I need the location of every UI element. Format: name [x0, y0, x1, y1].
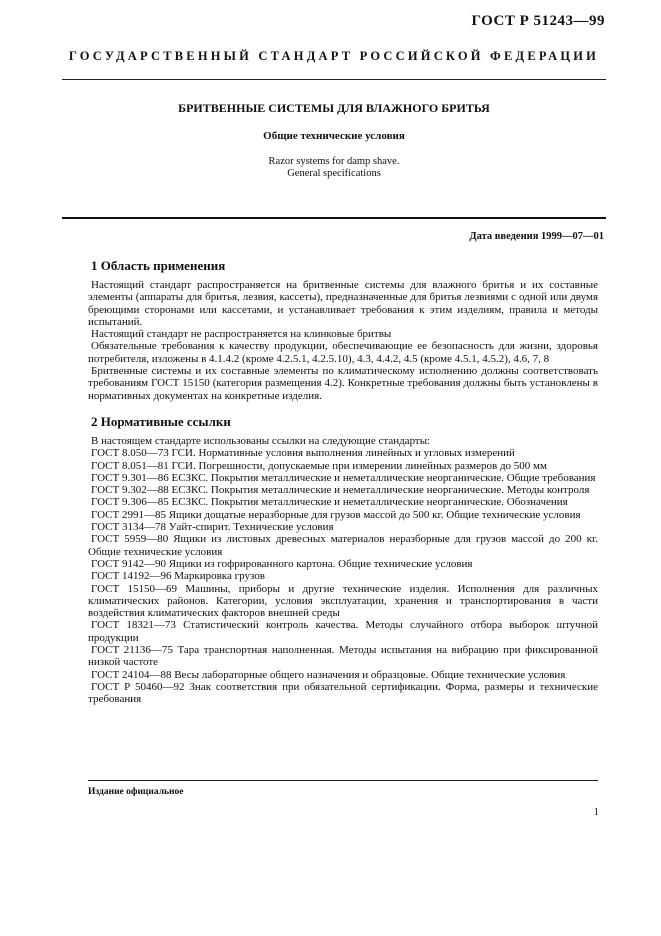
english-title-line-2: General specifications [287, 168, 381, 179]
document-number: ГОСТ Р 51243—99 [471, 13, 605, 29]
introduction-date: Дата введения 1999—07—01 [469, 231, 604, 242]
paragraph: Бритвенные системы и их составные элементы по климатическому исполнению должны соответствовать требованиям ГОСТ 15150 (категория размещения 4.2). Конкретные требования должны быть установлены в нормативных документах на конкретные изделия. [88, 365, 598, 402]
document-subtitle: Общие технические условия [263, 130, 405, 142]
reference-item: ГОСТ 9.306—85 ЕСЗКС. Покрытия металлические и неметаллические неорганические. Обозначения [91, 496, 568, 509]
reference-item: ГОСТ Р 50460—92 Знак соответствия при обязательной сертификации. Форма, размеры и технические требования [88, 680, 598, 706]
reference-item: ГОСТ 8.051—81 ГСИ. Погрешности, допускаемые при измерении линейных размеров до 500 мм [91, 459, 547, 472]
state-standard-header: ГОСУДАРСТВЕННЫЙ СТАНДАРТ РОССИЙСКОЙ ФЕДЕРАЦИИ [68, 49, 600, 63]
reference-item: ГОСТ 8.050—73 ГСИ. Нормативные условия выполнения линейных и угловых измерений [91, 447, 515, 460]
title-divider [62, 217, 606, 219]
reference-item: ГОСТ 5959—80 Ящики из листовых древесных материалов неразборные для грузов массой до 200 кг. Общие технические условия [88, 533, 598, 558]
paragraph: Обязательные требования к качеству продукции, обеспечивающие ее безопасность для жизни, здоровья потребителя, изложены в 4.1.4.2 (кроме 4.2.5.1, 4.2.5.10), 4.3, 4.4.2, 4.5 (кроме 4.5.1, 4.5.2), 4.6, 7, 8 [88, 340, 598, 365]
english-title [62, 156, 606, 180]
reference-item: ГОСТ 14192—96 Маркировка грузов [91, 570, 265, 583]
english-title-line-1: Razor systems for damp shave. [268, 156, 400, 167]
document-title: БРИТВЕННЫЕ СИСТЕМЫ ДЛЯ ВЛАЖНОГО БРИТЬЯ [178, 101, 490, 115]
section-1-heading: 1 Область применения [91, 258, 226, 273]
footer-divider [88, 780, 598, 781]
references-intro: В настоящем стандарте использованы ссылки на следующие стандарты: [91, 435, 431, 447]
reference-item: ГОСТ 2991—85 Ящики дощатые неразборные для грузов массой до 500 кг. Общие технические условия [91, 508, 581, 521]
page-number: 1 [593, 807, 599, 818]
reference-item: ГОСТ 9142—90 Ящики из гофрированного картона. Общие технические условия [91, 557, 473, 570]
section-2-body [88, 435, 598, 706]
reference-item: ГОСТ 9.302—88 ЕСЗКС. Покрытия металлические и неметаллические неорганические. Методы контроля [91, 484, 590, 497]
section-1-body [88, 279, 598, 402]
edition-label: Издание официальное [88, 787, 184, 797]
reference-item: ГОСТ 15150—69 Машины, приборы и другие технические изделия. Исполнения для различных климатических районов. Категории, условия эксплуатации, хранения и транспортирования в части воздействия климатических факторов внешней среды [88, 582, 598, 620]
reference-item: ГОСТ 24104—88 Весы лабораторные общего назначения и образцовые. Общие технические условия [91, 668, 566, 681]
reference-item: ГОСТ 9.301—86 ЕСЗКС. Покрытия металлические и неметаллические неорганические. Общие требования [91, 471, 596, 484]
header-divider [62, 79, 606, 80]
reference-item: ГОСТ 3134—78 Уайт-спирит. Технические условия [91, 521, 334, 534]
paragraph: Настоящий стандарт не распространяется на клинковые бритвы [91, 328, 392, 341]
reference-item: ГОСТ 21136—75 Тара транспортная наполненная. Методы испытания на вибрацию при фиксированной низкой частоте [88, 644, 598, 669]
paragraph: Настоящий стандарт распространяется на бритвенные системы для влажного бритья и их составные элементы (аппараты для бритья, лезвия, кассеты), предназначенные для бритья лезвиями с одной или двумя бреющими сторонами или кассетами, и устанавливает требования к этим изделиям, правила и методы испытаний. [88, 279, 598, 328]
reference-item: ГОСТ 18321—73 Статистический контроль качества. Методы случайного отбора выборок штучной продукции [88, 619, 598, 644]
section-2-heading: 2 Нормативные ссылки [91, 414, 231, 429]
